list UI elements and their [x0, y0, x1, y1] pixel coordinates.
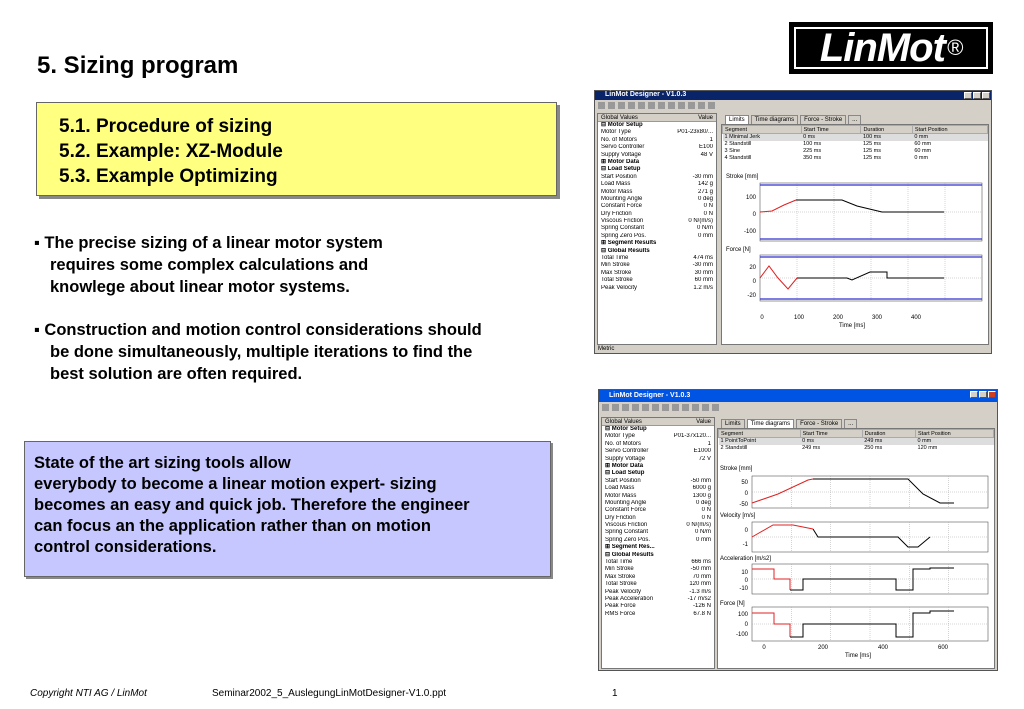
tick-label: 0 [752, 279, 756, 285]
tree-row[interactable]: Peak Force -126 N [605, 603, 711, 610]
time-diagram-plots [722, 169, 988, 344]
tool-icon[interactable] [672, 404, 679, 411]
x-axis-label: Time [ms] [838, 323, 866, 329]
global-values-panel[interactable]: Global Values Value ⊟ Motor Setup Motor Type P01-37x120... No. of Motors 1 Servo Controller E1000 Supply Voltage 72 V ⊞ Motor Data ⊟ Load Setup Start Position -50 mm Load Mass 6000 g Motor Mass 1300 g Mounting Angle 0 deg Constant Force 0 N Dry Friction 0 N Viscous Friction 0 N/(m/s) Spring Constant 0 N/m Spring Zero Pos. 0 mm ⊞ Segment Res... ⊟ Global Results Total Time 666 ms Min Stroke -50 mm Max Stroke 70 mm Total Stroke 120 mm Peak Velocity -1.3 m/s Peak Acceleration -17 m/s2 Peak Force -126 N RMS Force 67.8 N [601, 417, 715, 669]
tick-label: -100 [743, 229, 756, 235]
tree-row[interactable]: Constant Force 0 N [601, 203, 713, 210]
tool-icon[interactable] [662, 404, 669, 411]
toolbar [595, 100, 991, 111]
tree-row[interactable]: Viscous Friction 0 N/(m/s) [601, 218, 713, 225]
tree-group-header[interactable]: ⊟ Load Setup [601, 166, 641, 173]
tree-row[interactable]: Peak Acceleration -17 m/s2 [605, 595, 711, 602]
segment-row[interactable]: 2 Standstill 249 ms 250 ms 120 mm [720, 445, 938, 451]
tree-row[interactable]: Start Position -30 mm [601, 173, 713, 180]
tool-icon[interactable] [648, 102, 655, 109]
tick-label: 10 [741, 570, 748, 576]
tree-row[interactable]: Max Stroke 30 mm [601, 269, 713, 276]
tree-row[interactable]: Total Stroke 60 mm [601, 277, 713, 284]
footer-page-number: 1 [612, 688, 618, 699]
tick-label: 100 [737, 612, 748, 618]
arrow-right-icon[interactable] [702, 404, 709, 411]
x-tick-label: 400 [910, 315, 922, 321]
tree-row[interactable]: Dry Friction 0 N [605, 514, 711, 521]
tick-label: -20 [747, 293, 756, 299]
tree-row[interactable]: Supply Voltage 48 V [601, 151, 713, 158]
linmot-logo: LinMot ® [789, 22, 993, 74]
segment-row[interactable]: 1 PointToPoint 0 ms 249 ms 0 mm [719, 438, 994, 445]
plot-label-velocity: Velocity [m/s] [720, 513, 756, 519]
tree-row[interactable]: Load Mass 142 g [601, 181, 713, 188]
tree-row[interactable]: Mounting Angle 0 deg [601, 195, 713, 202]
tree-group-header[interactable]: ⊟ Load Setup [605, 470, 645, 477]
x-tick-label: 100 [793, 315, 805, 321]
print-icon[interactable] [632, 404, 639, 411]
toolbar [599, 402, 997, 413]
tab-bar [721, 115, 861, 124]
tab-more[interactable]: ... [848, 115, 861, 124]
segment-row[interactable]: 1 Minimal Jerk 0 ms 100 ms 0 mm [723, 134, 988, 141]
tick-label: 0 [744, 622, 748, 628]
tree-row[interactable]: Spring Constant 0 N/m [605, 529, 711, 536]
plot-label-stroke: Stroke [mm] [726, 174, 759, 180]
tick-label: -100 [735, 632, 748, 638]
window-titlebar: LinMot Designer - V1.0.3 [599, 390, 997, 402]
tree-group-header[interactable]: ⊞ Motor Data [601, 158, 640, 165]
tree-row[interactable]: Servo Controller E100 [601, 144, 713, 151]
footer-filename: Seminar2002_5_AuslegungLinMotDesigner-V1.0.ppt [212, 688, 447, 699]
close-button[interactable] [982, 92, 990, 99]
diagram-area [721, 124, 989, 345]
tree-row[interactable]: Total Stroke 120 mm [605, 581, 711, 588]
arrow-left-icon[interactable] [688, 102, 695, 109]
tree-row[interactable]: Start Position -50 mm [605, 477, 711, 484]
status-bar: Metric [595, 345, 991, 353]
x-axis-label: Time [ms] [844, 653, 872, 659]
tool-icon[interactable] [658, 102, 665, 109]
tick-label: 0 [752, 212, 756, 218]
tree-row[interactable]: Peak Velocity -1.3 m/s [605, 588, 711, 595]
tool-icon[interactable] [668, 102, 675, 109]
tab-force-stroke[interactable]: Force - Stroke [796, 419, 842, 428]
diagram-area [717, 428, 995, 669]
open-icon[interactable] [612, 404, 619, 411]
segment-table[interactable]: Segment Start Time Duration Start Position 1 Minimal Jerk 0 ms 100 ms 0 mm 2 Standstill 100 ms 125 ms 60 mm 3 Sine 225 ms 125 ms 60 mm 4 Standstill 350 ms 125 ms 0 mm [722, 125, 988, 162]
plot-label-acceleration: Acceleration [m/s2] [720, 556, 772, 562]
tree-row[interactable]: Spring Zero Pos. 0 mm [601, 232, 713, 239]
tree-row[interactable]: Max Stroke 70 mm [605, 573, 711, 580]
open-icon[interactable] [608, 102, 615, 109]
tool-icon[interactable] [642, 404, 649, 411]
tree-group-header[interactable]: ⊟ Motor Setup [605, 426, 647, 432]
x-tick-label: 600 [937, 645, 949, 651]
minimize-button[interactable] [964, 92, 972, 99]
tree-group-header[interactable]: ⊞ Segment Results [601, 240, 657, 247]
tree-row[interactable]: Mounting Angle 0 deg [605, 499, 711, 506]
tick-label: 20 [749, 265, 756, 271]
tree-row[interactable]: Viscous Friction 0 N/(m/s) [605, 522, 711, 529]
tool-icon[interactable] [652, 404, 659, 411]
tree-row[interactable]: No. of Motors 1 [605, 440, 711, 447]
print-icon[interactable] [628, 102, 635, 109]
tree-row[interactable]: Motor Type P01-37x120... [605, 433, 711, 440]
tree-row[interactable]: Motor Mass 1300 g [605, 492, 711, 499]
tree-row[interactable]: Min Stroke -30 mm [601, 262, 713, 269]
arrow-left-icon[interactable] [692, 404, 699, 411]
info-icon[interactable] [712, 404, 719, 411]
tick-label: -50 [739, 502, 748, 508]
tick-label: -10 [739, 586, 748, 592]
new-icon[interactable] [598, 102, 605, 109]
tab-time-diagrams[interactable]: Time diagrams [751, 115, 798, 124]
x-tick-label: 200 [817, 645, 829, 651]
tab-bar [717, 419, 857, 428]
add-segment-icon[interactable] [682, 404, 689, 411]
bullet-1: ▪ The precise sizing of a linear motor system requires some complex calculations and knowlege about linear motor systems. [34, 234, 383, 296]
tree-row[interactable]: Load Mass 6000 g [605, 485, 711, 492]
tick-label: 0 [744, 578, 748, 584]
callout-box: State of the art sizing tools allow everybody to become a linear motion expert- sizing becomes an easy and quick job. Therefore the engineer can focus an the application rather than on motion control considerations. [24, 441, 551, 577]
segment-row[interactable]: 2 Standstill 100 ms 125 ms 60 mm [724, 141, 932, 147]
toc-item: 5.3. Example Optimizing [59, 166, 278, 187]
tab-time-diagrams[interactable]: Time diagrams [747, 419, 794, 428]
tree-row[interactable]: Constant Force 0 N [605, 507, 711, 514]
save-icon[interactable] [618, 102, 625, 109]
tree-row[interactable]: Total Time 474 ms [601, 255, 713, 262]
tree-group-header[interactable]: ⊟ Motor Setup [601, 122, 643, 128]
tick-label: 0 [744, 528, 748, 534]
tick-label: 50 [741, 480, 748, 486]
plot-label-stroke: Stroke [mm] [720, 466, 753, 472]
segment-row[interactable]: 3 Sine 225 ms 125 ms 60 mm [724, 148, 932, 154]
tick-label: -1 [742, 542, 748, 548]
segment-table[interactable]: Segment Start Time Duration Start Position 1 PointToPoint 0 ms 249 ms 0 mm 2 Standstill 249 ms 250 ms 120 mm [718, 429, 994, 452]
plot-label-force: Force [N] [726, 247, 751, 253]
plot-label-force: Force [N] [720, 601, 745, 607]
tree-row[interactable]: No. of Motors 1 [601, 136, 713, 143]
tree-row[interactable]: Motor Type P01-23x80/... [601, 129, 713, 136]
linmot-designer-window-2 [598, 389, 998, 671]
x-tick-label: 300 [871, 315, 883, 321]
toc-box [36, 102, 557, 196]
tab-limits[interactable]: Limits [721, 419, 745, 428]
maximize-button[interactable] [973, 92, 981, 99]
linmot-designer-window-1 [594, 90, 992, 354]
toc-item: 5.1. Procedure of sizing [59, 116, 273, 137]
footer-copyright: Copyright NTI AG / LinMot [30, 688, 147, 699]
arrow-right-icon[interactable] [698, 102, 705, 109]
slide-title: 5. Sizing program [37, 52, 239, 79]
time-diagram-plots [718, 459, 994, 669]
tree-row[interactable]: Spring Zero Pos. 0 mm [605, 536, 711, 543]
tree-row[interactable]: Min Stroke -50 mm [605, 566, 711, 573]
tree-row[interactable]: RMS Force 67.8 N [605, 610, 711, 617]
close-button[interactable] [988, 391, 996, 398]
x-tick-label: 0 [760, 315, 764, 321]
tick-label: 0 [744, 491, 748, 497]
tree-group-header[interactable]: ⊟ Global Results [601, 247, 650, 254]
tree-row[interactable]: Motor Mass 271 g [601, 188, 713, 195]
x-tick-label: 0 [762, 645, 766, 651]
minimize-button[interactable] [970, 391, 978, 398]
tree-group-header[interactable]: ⊞ Motor Data [605, 462, 644, 469]
global-values-panel[interactable]: Global Values Value ⊟ Motor Setup Motor Type P01-23x80/... No. of Motors 1 Servo Controller E100 Supply Voltage 48 V ⊞ Motor Data ⊟ Load Setup Start Position -30 mm Load Mass 142 g Motor Mass 271 g Mounting Angle 0 deg Constant Force 0 N Dry Friction 0 N Viscous Friction 0 N/(m/s) Spring Constant 0 N/m Spring Zero Pos. 0 mm ⊞ Segment Results ⊟ Global Results Total Time 474 ms Min Stroke -30 mm Max Stroke 30 mm Total Stroke 60 mm Peak Velocity 1.2 m/s [597, 113, 717, 345]
bullet-2: ▪ Construction and motion control considerations should be done simultaneously, multiple iterations to find the best solution are often required. [34, 321, 482, 383]
tree-group-header[interactable]: ⊟ Global Results [605, 551, 654, 558]
tree-row[interactable]: Peak Velocity 1.2 m/s [601, 284, 713, 291]
tree-row[interactable]: Supply Voltage 72 V [605, 455, 711, 462]
tree-row[interactable]: Total Time 666 ms [605, 559, 711, 566]
tree-row[interactable]: Spring Constant 0 N/m [601, 225, 713, 232]
x-tick-label: 200 [832, 315, 844, 321]
segment-row[interactable]: 4 Standstill 350 ms 125 ms 0 mm [724, 155, 929, 161]
tab-limits[interactable]: Limits [725, 115, 749, 124]
add-segment-icon[interactable] [678, 102, 685, 109]
x-tick-label: 400 [877, 645, 889, 651]
window-titlebar: LinMot Designer - V1.0.3 [595, 91, 991, 100]
tool-icon[interactable] [638, 102, 645, 109]
new-icon[interactable] [602, 404, 609, 411]
toc-item: 5.2. Example: XZ-Module [59, 141, 283, 162]
tree-row[interactable]: Dry Friction 0 N [601, 210, 713, 217]
info-icon[interactable] [708, 102, 715, 109]
tree-row[interactable]: Servo Controller E1000 [605, 448, 711, 455]
tab-force-stroke[interactable]: Force - Stroke [800, 115, 846, 124]
tab-more[interactable]: ... [844, 419, 857, 428]
tick-label: 100 [745, 195, 756, 201]
maximize-button[interactable] [979, 391, 987, 398]
tree-group-header[interactable]: ⊞ Segment Res... [605, 544, 655, 551]
save-icon[interactable] [622, 404, 629, 411]
